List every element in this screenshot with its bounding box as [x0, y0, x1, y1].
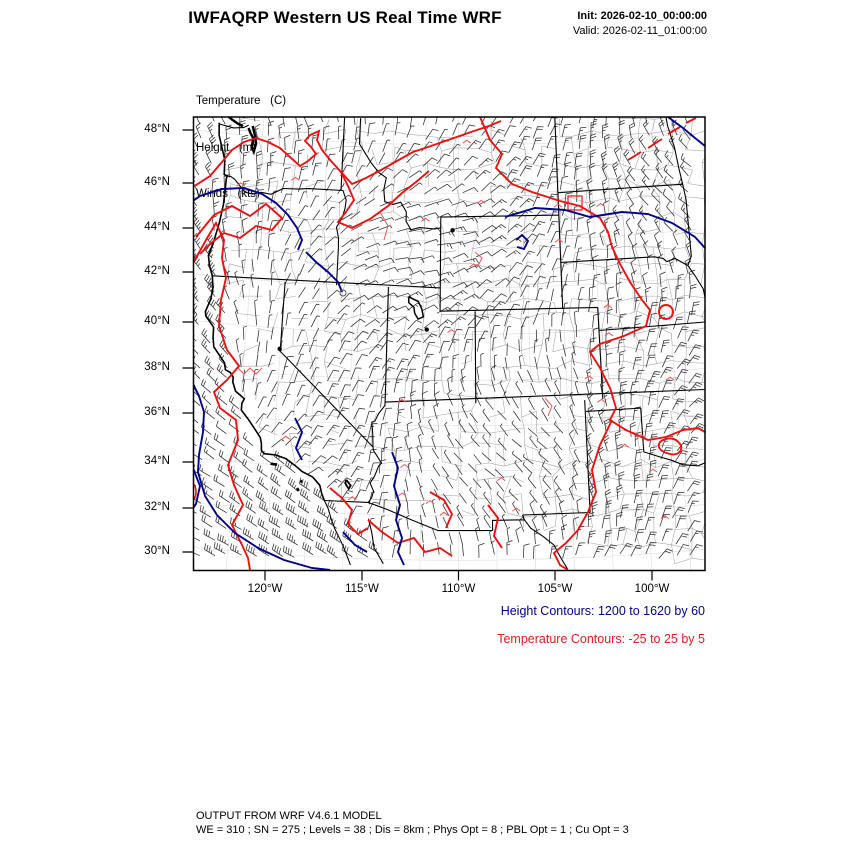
temperature-contour-dashed: [686, 118, 696, 123]
channel-island: [300, 481, 302, 482]
height-contour: [516, 235, 528, 249]
lake-dot: [425, 327, 429, 331]
lake-dot: [277, 347, 281, 351]
height-contour: [392, 452, 404, 565]
lat-tick-label: 40°N: [144, 315, 170, 327]
lat-tick-label: 48°N: [144, 123, 170, 135]
temperature-contour-note: Temperature Contours: -25 to 25 by 5: [497, 632, 705, 646]
valid-timestamp: Valid: 2026-02-11_01:00:00: [572, 25, 707, 37]
temperature-contour: [554, 420, 612, 570]
model-output-line: OUTPUT FROM WRF V4.6.1 MODEL: [196, 810, 382, 822]
lon-tick-label: 105°W: [537, 583, 573, 595]
channel-island: [297, 488, 299, 491]
temperature-contour: [430, 492, 452, 528]
temperature-contour: [183, 330, 190, 359]
lat-tick-label: 44°N: [144, 221, 170, 233]
temperature-contour: [488, 505, 502, 548]
lat-tick-label: 34°N: [144, 455, 170, 467]
lat-tick-label: 46°N: [144, 176, 170, 188]
lat-tick-label: 32°N: [144, 501, 170, 513]
legend-winds: Winds (kts): [196, 188, 260, 200]
temperature-contour: [659, 305, 673, 319]
lon-tick-label: 110°W: [441, 583, 476, 595]
lon-tick-label: 115°W: [345, 583, 379, 595]
page-title: IWFAQRP Western US Real Time WRF: [188, 8, 502, 27]
wind-barbs: [186, 106, 705, 559]
lat-tick-label: 42°N: [144, 265, 170, 277]
temperature-contour: [338, 171, 429, 228]
model-config-line: WE = 310 ; SN = 275 ; Levels = 38 ; Dis = 8km ; Phys Opt = 8 ; PBL Opt = 1 ; Cu Opt = 3: [196, 824, 629, 836]
legend-temperature: Temperature (C): [196, 95, 287, 107]
init-timestamp: Init: 2026-02-10_00:00:00: [577, 10, 707, 22]
height-contour: [183, 188, 302, 250]
channel-island: [271, 464, 278, 465]
lat-tick-label: 36°N: [144, 406, 170, 418]
legend-height: Height (m): [196, 141, 257, 154]
height-contour: [183, 370, 330, 570]
height-contour: [295, 418, 302, 460]
lat-tick-label: 38°N: [144, 361, 170, 373]
lon-tick-label: 120°W: [247, 583, 283, 595]
lake-dot: [450, 228, 454, 232]
height-contour-note: Height Contours: 1200 to 1620 by 60: [500, 604, 705, 618]
lon-tick-label: 100°W: [634, 583, 670, 595]
height-contour: [343, 532, 367, 552]
height-contour: [306, 252, 342, 292]
lat-tick-label: 30°N: [144, 545, 170, 557]
